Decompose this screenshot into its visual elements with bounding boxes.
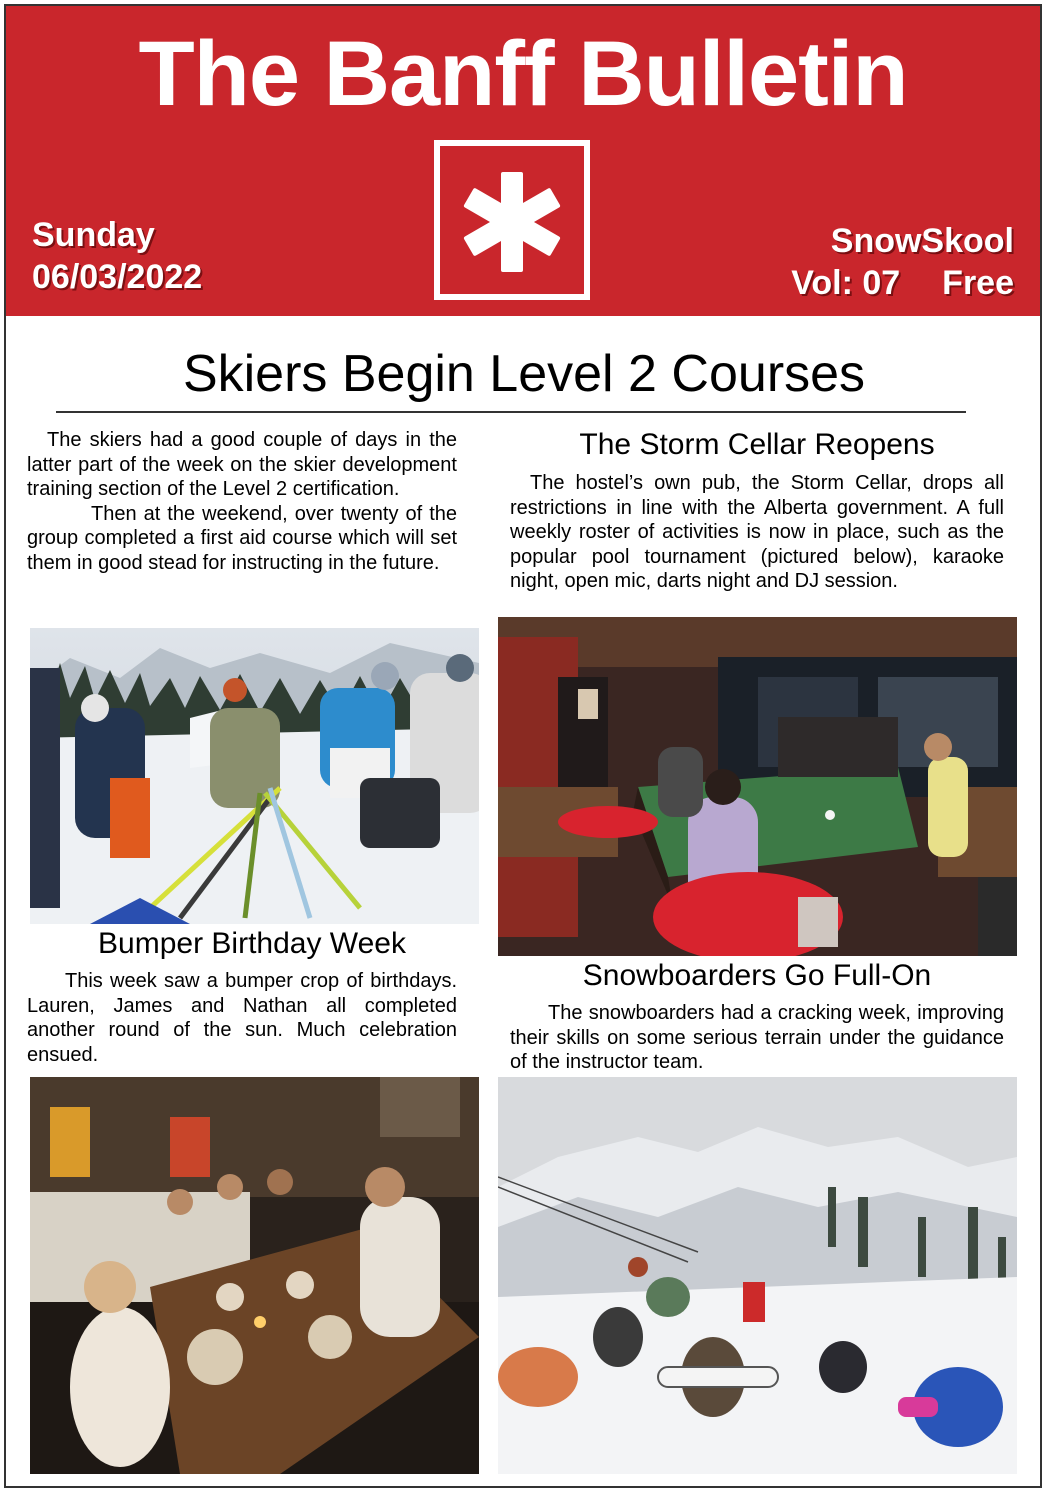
storm-cellar-article <box>510 471 1004 594</box>
skiers-group-photo <box>30 628 479 924</box>
level2-paragraph-2: Then at the weekend, over twenty of the group completed a first aid course which will set them in good stead for instructing in the future. <box>27 502 457 574</box>
masthead <box>6 6 1040 316</box>
price-label: Free <box>942 264 1014 302</box>
asterisk-icon <box>434 140 590 300</box>
issue-day: Sunday <box>32 216 155 254</box>
birthday-dinner-photo <box>30 1077 479 1474</box>
publisher-name: SnowSkool <box>830 222 1014 260</box>
pool-tournament-photo <box>498 617 1017 956</box>
storm-cellar-title: The Storm Cellar Reopens <box>579 428 935 461</box>
birthday-article-title: Bumper Birthday Week <box>98 927 406 960</box>
issue-date-value: 06/03/2022 <box>32 258 203 296</box>
snowboarders-title: Snowboarders Go Full-On <box>582 959 932 992</box>
level2-paragraph-1: The skiers had a good couple of days in the latter part of the week on the skier development training section of the Level 2 certification. <box>27 429 457 500</box>
snowboarders-photo <box>498 1077 1017 1474</box>
issue-date <box>32 214 202 298</box>
level2-article <box>27 428 457 575</box>
snowboarders-article <box>510 1001 1004 1075</box>
headline-divider <box>56 411 966 413</box>
birthday-article-body: This week saw a bumper crop of birthdays. Lauren, James and Nathan all completed another round of the sun. Much celebration ensued. <box>27 970 457 1066</box>
main-headline: Skiers Begin Level 2 Courses <box>182 345 866 403</box>
newspaper-title: The Banff Bulletin <box>138 23 908 125</box>
birthday-article <box>27 969 457 1067</box>
volume-number: Vol: 07 <box>791 264 901 302</box>
issue-info <box>791 220 1014 304</box>
snowboarders-body: The snowboarders had a cracking week, improving their skills on some serious terrain under the guidance of the instructor team. <box>510 1002 1004 1073</box>
storm-cellar-body: The hostel’s own pub, the Storm Cellar, drops all restrictions in line with the Alberta government. A full weekly roster of activities is now in place, such as the popular pool tournament (pictured below), karaoke night, open mic, darts night and DJ session. <box>510 472 1004 592</box>
